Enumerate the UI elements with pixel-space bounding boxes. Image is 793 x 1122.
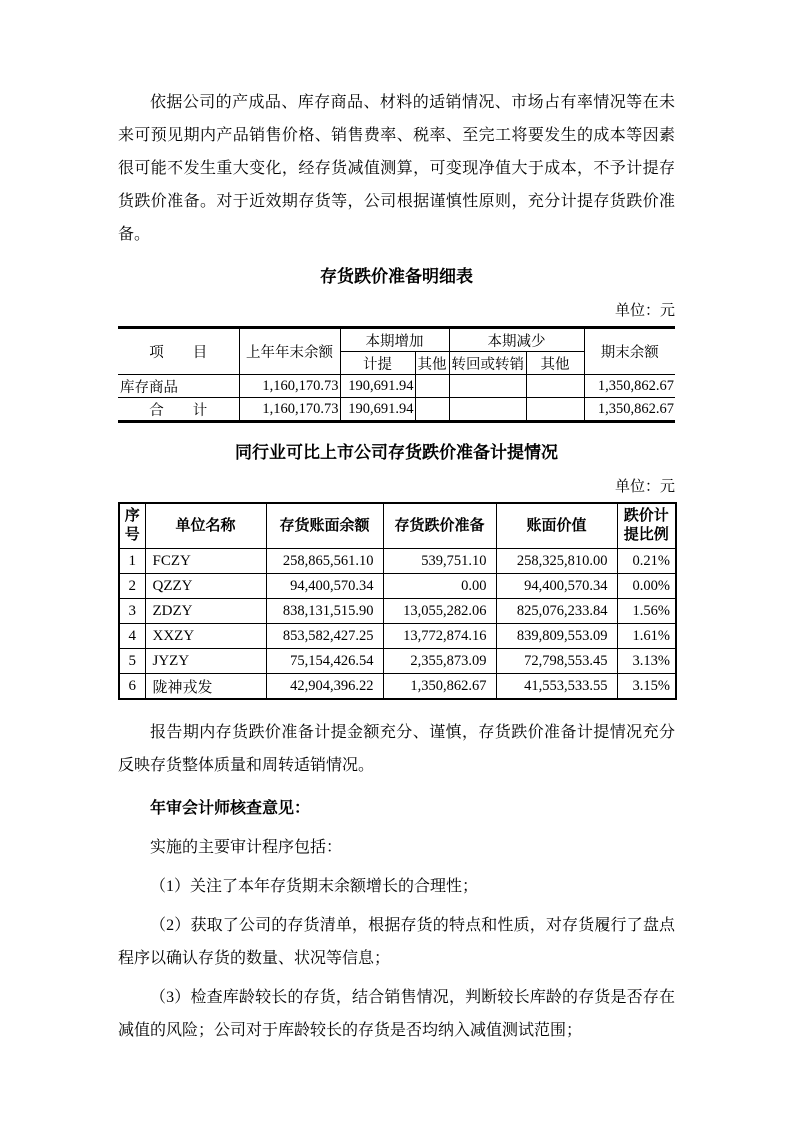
col-header-company-name: 单位名称 [145, 503, 266, 549]
table-row-total [118, 398, 675, 422]
table2-header-row [119, 503, 676, 549]
cell-company-name: 陇神戎发 [145, 674, 266, 700]
cell-seq: 4 [119, 624, 145, 649]
table2-unit-label: 单位：元 [614, 479, 675, 495]
cell-item: 库存商品 [118, 375, 239, 398]
cell-provision: 13,055,282.06 [383, 599, 496, 624]
table2-title: 同行业可比上市公司存货跌价准备计提情况 [235, 443, 558, 462]
cell-book-value: 41,553,533.55 [496, 674, 617, 700]
col-header-ratio: 跌价计提比例 [617, 503, 676, 549]
cell-provision: 2,355,873.09 [383, 649, 496, 674]
cell-book-value: 825,076,233.84 [496, 599, 617, 624]
table-row [119, 574, 676, 599]
cell-book-balance: 75,154,426.54 [266, 649, 383, 674]
cell-reversal [449, 375, 526, 398]
cell-book-balance: 838,131,515.90 [266, 599, 383, 624]
cell-provision: 539,751.10 [383, 549, 496, 574]
cell-book-value: 258,325,810.00 [496, 549, 617, 574]
summary-paragraph: 报告期内存货跌价准备计提金额充分、谨慎，存货跌价准备计提情况充分反映存货整体质量和周转适销情况。 [118, 724, 675, 774]
procedure-item-1: （1）关注了本年存货期末余额增长的合理性； [150, 878, 479, 895]
table1-unit-label: 单位：元 [614, 303, 675, 319]
cell-prev-balance: 1,160,170.73 [239, 398, 340, 422]
cell-ratio: 1.56% [617, 599, 676, 624]
intro-paragraph: 依据公司的产成品、库存商品、材料的适销情况、市场占有率情况等在未来可预见期内产品销售价格、销售费率、税率、至完工将要发生的成本等因素很可能不发生重大变化，经存货减值测算，可变现净值大于成本，不予计提存货跌价准备。对于近效期存货等，公司根据谨慎性原则，充分计提存货跌价准备。 [118, 94, 675, 243]
procedures-intro: 实施的主要审计程序包括： [150, 839, 343, 856]
cell-company-name: ZDZY [145, 599, 266, 624]
cell-book-balance: 42,904,396.22 [266, 674, 383, 700]
cell-ratio: 3.13% [617, 649, 676, 674]
cell-decrease-other [526, 398, 584, 422]
table-row [119, 649, 676, 674]
table-row [119, 599, 676, 624]
table1-title: 存货跌价准备明细表 [320, 267, 473, 286]
col-header-book-balance: 存货账面余额 [266, 503, 383, 549]
cell-company-name: QZZY [145, 574, 266, 599]
cell-increase-other [415, 398, 449, 422]
col-header-seq: 序号 [119, 503, 145, 549]
cell-seq: 3 [119, 599, 145, 624]
auditor-opinion-heading: 年审会计师核查意见： [150, 800, 311, 817]
table1-header-row-1 [118, 328, 675, 352]
cell-increase-other [415, 375, 449, 398]
col-header-increase: 本期增加 [340, 328, 449, 352]
col-header-book-value: 账面价值 [496, 503, 617, 549]
col-header-provision: 存货跌价准备 [383, 503, 496, 549]
cell-provision: 1,350,862.67 [383, 674, 496, 700]
cell-ratio: 3.15% [617, 674, 676, 700]
cell-ratio: 0.21% [617, 549, 676, 574]
table1-header [118, 328, 675, 375]
col-header-item: 项 目 [118, 328, 239, 375]
cell-book-balance: 94,400,570.34 [266, 574, 383, 599]
cell-company-name: FCZY [145, 549, 266, 574]
cell-provision: 13,772,874.16 [383, 624, 496, 649]
table-row [119, 674, 676, 700]
procedure-item-3: （3）检查库龄较长的存货，结合销售情况，判断较长库龄的存货是否存在减值的风险；公司对于库龄较长的存货是否均纳入减值测试范围； [118, 989, 675, 1039]
cell-end-balance: 1,350,862.67 [584, 398, 675, 422]
col-header-accrual: 计提 [340, 352, 415, 375]
peer-company-provision-table [118, 502, 677, 700]
procedure-item-2: （2）获取了公司的存货清单，根据存货的特点和性质，对存货履行了盘点程序以确认存货的数量、状况等信息； [118, 917, 675, 967]
table-row-goods-in-stock [118, 375, 675, 398]
cell-book-balance: 853,582,427.25 [266, 624, 383, 649]
cell-prev-balance: 1,160,170.73 [239, 375, 340, 398]
cell-seq: 6 [119, 674, 145, 700]
col-header-reversal: 转回或转销 [449, 352, 526, 375]
cell-seq: 2 [119, 574, 145, 599]
cell-end-balance: 1,350,862.67 [584, 375, 675, 398]
cell-reversal [449, 398, 526, 422]
table-row [119, 624, 676, 649]
cell-decrease-other [526, 375, 584, 398]
cell-company-name: XXZY [145, 624, 266, 649]
cell-company-name: JYZY [145, 649, 266, 674]
cell-book-value: 94,400,570.34 [496, 574, 617, 599]
col-header-increase-other: 其他 [415, 352, 449, 375]
inventory-provision-detail-table [118, 326, 675, 423]
cell-accrual: 190,691.94 [340, 375, 415, 398]
cell-accrual: 190,691.94 [340, 398, 415, 422]
table-row [119, 549, 676, 574]
col-header-decrease: 本期减少 [449, 328, 584, 352]
cell-book-balance: 258,865,561.10 [266, 549, 383, 574]
cell-book-value: 839,809,553.09 [496, 624, 617, 649]
cell-seq: 5 [119, 649, 145, 674]
cell-seq: 1 [119, 549, 145, 574]
table2-header [119, 503, 676, 549]
col-header-period-end: 期末余额 [584, 328, 675, 375]
cell-ratio: 1.61% [617, 624, 676, 649]
col-header-prev-year-end: 上年年末余额 [239, 328, 340, 375]
col-header-decrease-other: 其他 [526, 352, 584, 375]
cell-ratio: 0.00% [617, 574, 676, 599]
cell-book-value: 72,798,553.45 [496, 649, 617, 674]
cell-item: 合 计 [118, 398, 239, 422]
cell-provision: 0.00 [383, 574, 496, 599]
